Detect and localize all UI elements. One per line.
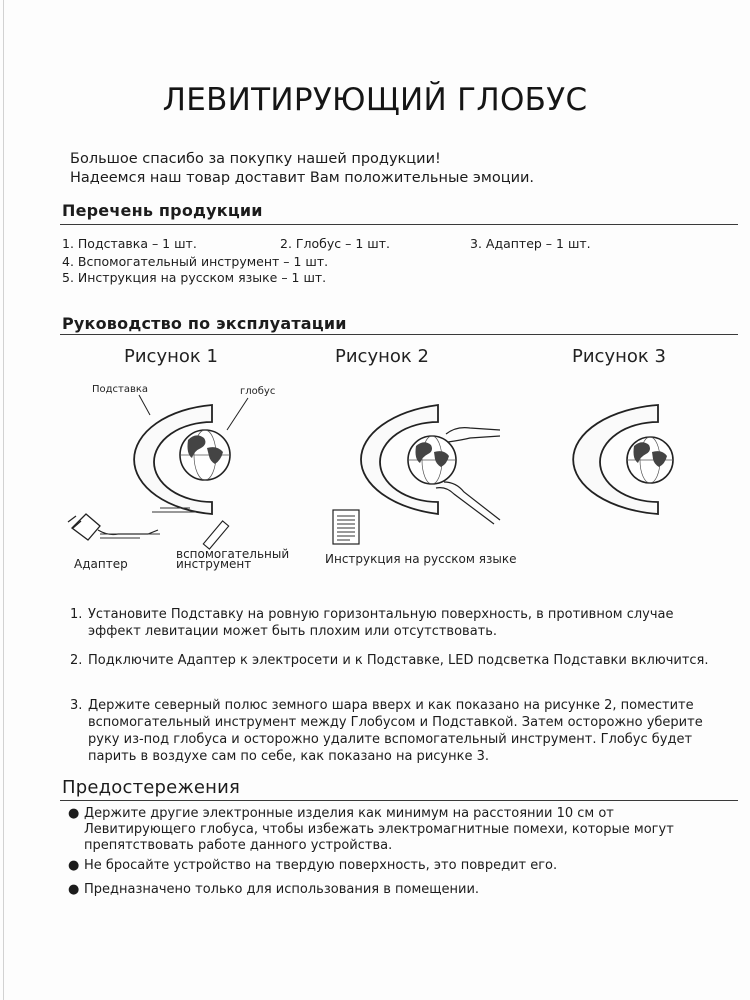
bullet-icon: ●	[68, 806, 80, 821]
warnings-heading: Предостережения	[62, 777, 241, 798]
product-item: 4. Вспомогательный инструмент – 1 шт.	[62, 254, 329, 269]
globe-label: глобус	[240, 386, 276, 397]
warning-item	[68, 806, 688, 854]
tool-label	[176, 549, 289, 569]
intro-line-1: Большое спасибо за покупку нашей продукции!	[70, 151, 441, 167]
step-text: Подключите Адаптер к электросети и к Подставке, LED подсветка Подставки включится.	[88, 653, 709, 668]
instruction-step	[70, 652, 710, 669]
manual-heading: Руководство по эксплуатации	[62, 314, 347, 333]
step-number: 1.	[70, 607, 83, 622]
page-title: ЛЕВИТИРУЮЩИЙ ГЛОБУС	[162, 82, 588, 118]
manual-booklet-icon	[333, 510, 359, 544]
manual-label: Инструкция на русском языке	[325, 552, 517, 566]
step-text: Держите северный полюс земного шара вверх и как показано на рисунке 2, поместите вспомогательный инструмент между Глобусом и Подставкой. Затем осторожно уберите руку из-под глобуса и осторожно удалите вспомогательный инструмент. Глобус будет парить в воздухе сам по себе, как показано на рисунке 3.	[88, 698, 703, 764]
tool-icon	[203, 521, 228, 549]
instruction-step	[70, 697, 710, 765]
product-item: 3. Адаптер – 1 шт.	[470, 236, 591, 251]
bullet-icon: ●	[68, 858, 80, 873]
warning-text: Держите другие электронные изделия как минимум на расстоянии 10 см от Левитирующего глобуса, чтобы избежать электромагнитные помехи, которые могут препятствовать работе данного устройства.	[84, 806, 674, 853]
step-text: Установите Подставку на ровную горизонтальную поверхность, в противном случае эффект левитации может быть плохим или отсутствовать.	[88, 607, 674, 639]
product-list-heading: Перечень продукции	[62, 201, 263, 220]
step-number: 2.	[70, 653, 83, 668]
instruction-step	[70, 606, 710, 640]
stand-label: Подставка	[92, 384, 149, 395]
warning-item	[68, 858, 688, 874]
figure-3-title: Рисунок 3	[572, 346, 666, 367]
warnings-rule	[60, 800, 738, 801]
adapter-icon	[68, 514, 160, 540]
figure-1-title: Рисунок 1	[124, 346, 218, 367]
adapter-label: Адаптер	[74, 557, 128, 571]
step-number: 3.	[70, 698, 83, 713]
warning-text: Не бросайте устройство на твердую поверхность, это повредит его.	[84, 858, 558, 873]
bullet-icon: ●	[68, 882, 80, 897]
product-item: 1. Подставка – 1 шт.	[62, 236, 197, 251]
figure-2-title: Рисунок 2	[335, 346, 429, 367]
tool-label-line-1: вспомогательный	[176, 547, 290, 561]
intro-line-2: Надеемся наш товар доставит Вам положительные эмоции.	[70, 170, 535, 186]
tool-label-line-2: инструмент	[176, 557, 252, 571]
warning-text: Предназначено только для использования в помещении.	[84, 882, 480, 897]
warning-item	[68, 882, 688, 898]
product-item: 2. Глобус – 1 шт.	[280, 236, 390, 251]
product-item: 5. Инструкция на русском языке – 1 шт.	[62, 270, 327, 285]
